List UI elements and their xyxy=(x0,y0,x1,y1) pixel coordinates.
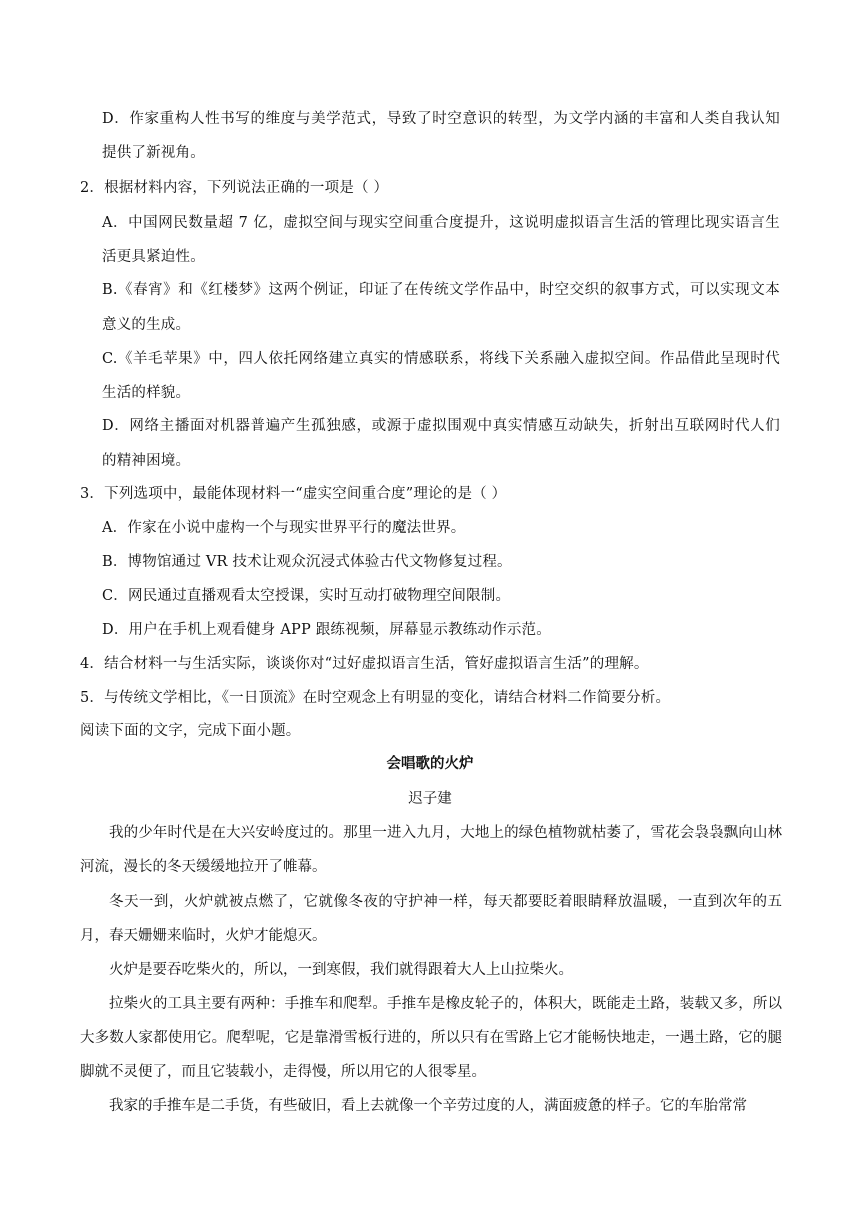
reading-instruction: 阅读下面的文字，完成下面小题。 xyxy=(80,723,301,739)
q1-option-d-line1: D．作家重构人性书写的维度与美学范式，导致了时空意识的转型，为文学内涵的丰富和人类自我认知 xyxy=(102,111,780,127)
q2-option-c-line2: 生活的样貌。 xyxy=(102,385,191,401)
q3-option-b: B．博物馆通过 VR 技术让观众沉浸式体验古代文物修复过程。 xyxy=(102,554,512,570)
q3-option-d: D．用户在手机上观看健身 APP 跟练视频，屏幕显示教练动作示范。 xyxy=(102,622,551,638)
article-paragraph-4: 拉柴火的工具主要有两种：手推车和爬犁。手推车是橡皮轮子的，体积大，既能走土路，装载又多，所以大多数人家都使用它。爬犁呢，它是靠滑雪板行进的，所以只有在雪路上它才能畅快地走，一遇土路，它的腿脚就不灵便了，而且它装载小，走得慢，所以用它的人很零星。 xyxy=(80,996,782,1080)
q4-stem: 4．结合材料一与生活实际，谈谈你对“过好虚拟语言生活，管好虚拟语言生活”的理解。 xyxy=(80,656,649,672)
article-author: 迟子建 xyxy=(408,791,452,807)
article-paragraph-5: 我家的手推车是二手货，有些破旧，看上去就像一个辛劳过度的人，满面疲惫的样子。它的车胎常常 xyxy=(109,1098,747,1114)
q1-option-d-line2: 提供了新视角。 xyxy=(102,145,205,161)
q2-stem: 2．根据材料内容，下列说法正确的一项是（ ） xyxy=(80,180,389,196)
article-title: 会唱歌的火炉 xyxy=(386,755,474,772)
q2-option-b-line2: 意义的生成。 xyxy=(102,317,191,333)
q3-option-c: C．网民通过直播观看太空授课，实时互动打破物理空间限制。 xyxy=(102,588,511,604)
q2-option-d-line2: 的精神困境。 xyxy=(102,453,191,469)
article-paragraph-3: 火炉是要吞吃柴火的，所以，一到寒假，我们就得跟着大人上山拉柴火。 xyxy=(109,962,573,978)
q2-option-d-line1: D．网络主播面对机器普遍产生孤独感，或源于虚拟围观中真实情感互动缺失，折射出互联网时代人们 xyxy=(102,418,780,434)
q2-option-c-line1: C.《羊毛苹果》中，四人依托网络建立真实的情感联系，将线下关系融入虚拟空间。作品借此呈现时代 xyxy=(102,351,780,367)
q3-stem: 3．下列选项中，最能体现材料一“虚实空间重合度”理论的是（ ） xyxy=(80,486,507,502)
q5-stem: 5．与传统文学相比，《一日顶流》在时空观念上有明显的变化，请结合材料二作简要分析。 xyxy=(80,690,671,706)
q2-option-b-line1: B.《春宵》和《红楼梦》这两个例证，印证了在传统文学作品中，时空交织的叙事方式，可以实现文本 xyxy=(102,282,780,298)
article-paragraph-2: 冬天一到，火炉就被点燃了，它就像冬夜的守护神一样，每天都要眨着眼睛释放温暖，一直到次年的五月，春天姗姗来临时，火炉才能熄灭。 xyxy=(80,894,782,944)
article-paragraph-1: 我的少年时代是在大兴安岭度过的。那里一进入九月，大地上的绿色植物就枯萎了，雪花会袅袅飘向山林河流，漫长的冬天缓缓地拉开了帷幕。 xyxy=(80,825,782,875)
q2-option-a-line2: 活更具紧迫性。 xyxy=(102,249,205,265)
q3-option-a: A．作家在小说中虚构一个与现实世界平行的魔法世界。 xyxy=(102,520,466,536)
q2-option-a-line1: A．中国网民数量超 7 亿，虚拟空间与现实空间重合度提升，这说明虚拟语言生活的管理比现实语言生 xyxy=(102,215,780,231)
